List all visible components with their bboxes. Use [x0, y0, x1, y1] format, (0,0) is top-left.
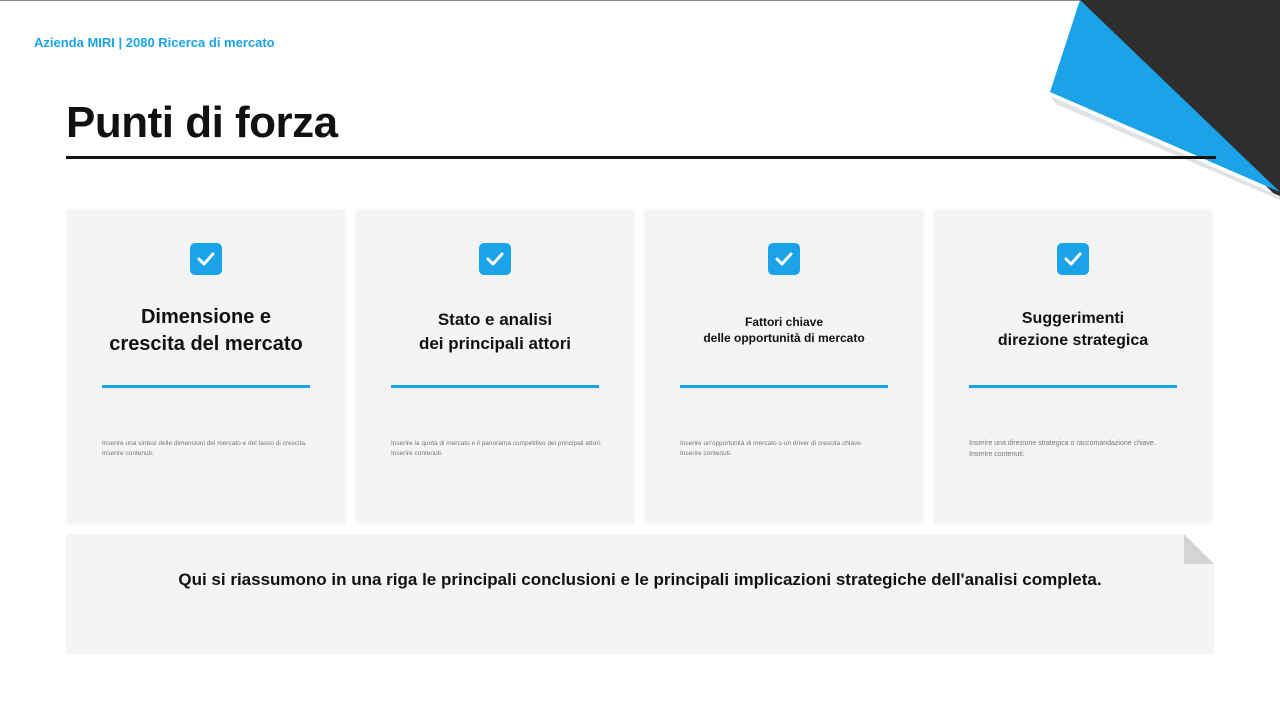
card-body-line2: Inserire contenuti. — [680, 450, 732, 457]
card-title-line2: direzione strategica — [997, 332, 1149, 349]
title-underline — [66, 156, 1216, 159]
card-title — [366, 308, 624, 356]
card-title-line1: Suggerimenti — [1021, 310, 1125, 327]
card-body — [391, 439, 614, 459]
card-body-line2: Inserire contenuti. — [102, 450, 154, 457]
card-body-line2: Inserire contenuti. — [391, 450, 443, 457]
card-body-line1: Inserire una sintesi delle dimensioni del mercato e del tasso di crescita. — [102, 440, 307, 447]
checkbox-checked-icon — [1057, 243, 1089, 275]
card-divider — [680, 385, 888, 388]
card-body-line1: Inserire la quota di mercato e il panorama competitivo dei principali attori. — [391, 440, 602, 447]
corner-decoration — [1050, 0, 1280, 200]
card-strategic-direction — [934, 210, 1212, 523]
card-title-line1: Dimensione e — [140, 306, 272, 328]
card-divider — [102, 385, 310, 388]
card-body-line1: Inserire una direzione strategica o raccomandazione chiave. — [969, 440, 1156, 447]
card-title-line1: Stato e analisi — [437, 310, 553, 329]
card-key-players — [356, 210, 634, 523]
summary-box — [66, 534, 1214, 654]
card-divider — [969, 385, 1177, 388]
card-title-line1: Fattori chiave — [744, 315, 824, 329]
header-company: Azienda MIRI | 2080 Ricerca di mercato — [34, 35, 275, 50]
card-title-line2: crescita del mercato — [109, 333, 303, 355]
card-body-line2: Inserire contenuti. — [969, 451, 1025, 458]
card-body-line1: Inserire un'opportunità di mercato o un driver di crescita chiave. — [680, 440, 863, 447]
checkbox-checked-icon — [768, 243, 800, 275]
card-title — [655, 314, 913, 346]
card-body — [969, 438, 1192, 460]
card-divider — [391, 385, 599, 388]
card-market-size — [67, 210, 345, 523]
card-title — [77, 304, 335, 358]
page-fold-corner — [1184, 534, 1214, 564]
card-title — [944, 308, 1202, 352]
card-title-line2: dei principali attori — [418, 334, 572, 353]
card-body — [102, 439, 325, 459]
card-opportunities — [645, 210, 923, 523]
card-title-line2: delle opportunità di mercato — [703, 331, 865, 345]
page-title: Punti di forza — [66, 98, 338, 147]
card-body — [680, 439, 903, 459]
checkbox-checked-icon — [479, 243, 511, 275]
checkbox-checked-icon — [190, 243, 222, 275]
summary-text: Qui si riassumono in una riga le principali conclusioni e le principali implicazioni strategiche dell'analisi completa. — [178, 570, 1102, 589]
